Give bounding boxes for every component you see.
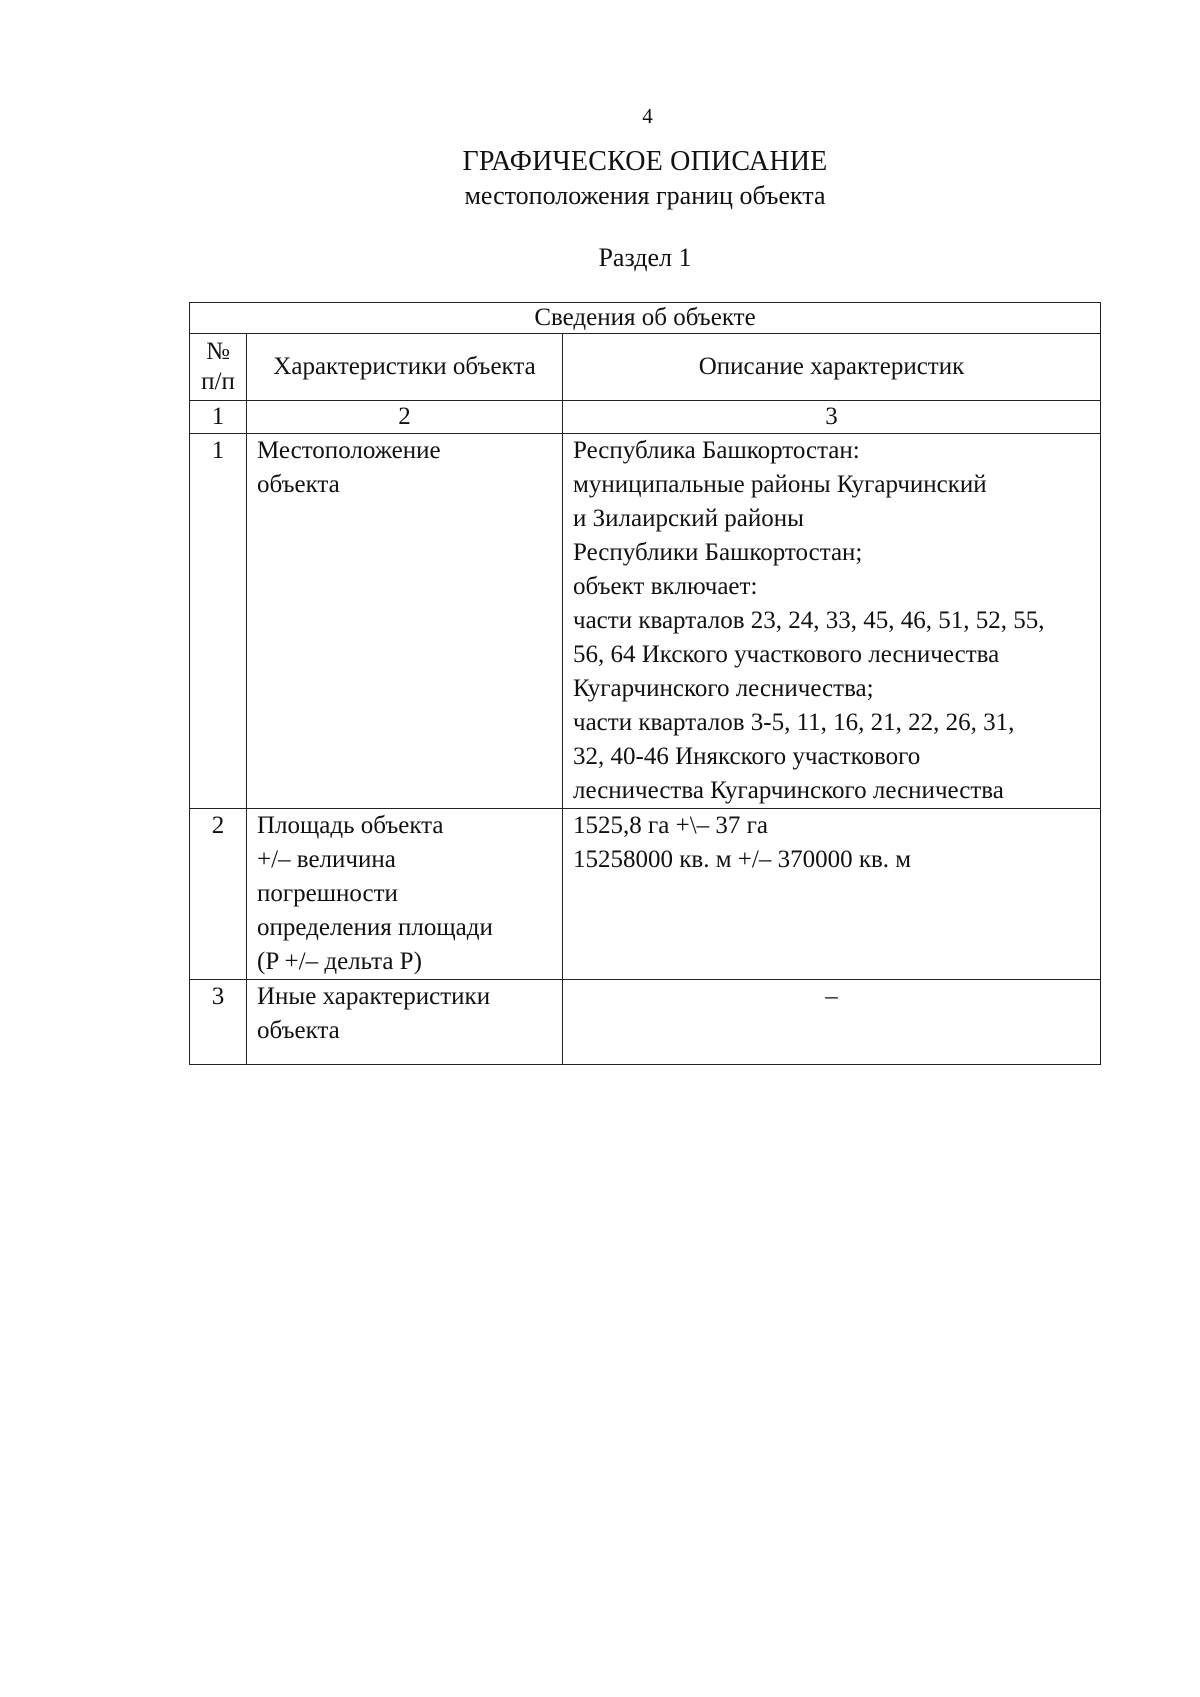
text-line: объекта — [257, 471, 340, 498]
text-line: и Зилаирский районы — [573, 505, 804, 532]
text-line: 15258000 кв. м +/– 370000 кв. м — [573, 846, 912, 873]
row-description — [563, 434, 1101, 809]
row-characteristic — [247, 980, 563, 1065]
text-line: лесничества Кугарчинского лесничества — [573, 777, 1004, 804]
text-line: Площадь объекта — [257, 812, 444, 839]
table-caption-row — [190, 303, 1101, 334]
text-line: Иные характеристики — [257, 983, 491, 1010]
row-number: 3 — [190, 980, 247, 1065]
text-line: Республики Башкортостан; — [573, 539, 863, 566]
table-row — [190, 809, 1101, 980]
text-line: погрешности — [257, 880, 398, 907]
column-index: 2 — [247, 401, 563, 434]
text-line: части кварталов 3-5, 11, 16, 21, 22, 26, 31, — [573, 709, 1015, 736]
text-line: 56, 64 Икского участкового лесничества — [573, 641, 1000, 668]
empty-value-dash: – — [825, 983, 838, 1010]
document-title: ГРАФИЧЕСКОЕ ОПИСАНИЕ — [462, 146, 828, 177]
text-line: Кугарчинского лесничества; — [573, 675, 874, 702]
text-line: муниципальные районы Кугарчинский — [573, 471, 987, 498]
column-header-number — [190, 334, 247, 401]
text-line: 32, 40-46 Инякского участкового — [573, 743, 921, 770]
text-line: 1525,8 га +\– 37 га — [573, 812, 768, 839]
text-line: объект включает: — [573, 573, 758, 600]
table-row — [190, 434, 1101, 809]
page-number: 4 — [642, 104, 653, 128]
row-description — [563, 809, 1101, 980]
table-header-row — [190, 334, 1101, 401]
column-index: 1 — [190, 401, 247, 434]
section-label: Раздел 1 — [598, 243, 692, 272]
number-abbrev: п/п — [201, 368, 235, 395]
text-line: объекта — [257, 1017, 340, 1044]
text-line: части кварталов 23, 24, 33, 45, 46, 51, 52, 55, — [573, 607, 1045, 634]
text-line: Республика Башкортостан: — [573, 437, 860, 464]
text-line: Местоположение — [257, 437, 441, 464]
row-number: 2 — [190, 809, 247, 980]
column-header-description: Описание характеристик — [563, 334, 1101, 401]
object-info-table — [189, 302, 1101, 1065]
column-header-characteristic: Характеристики объекта — [247, 334, 563, 401]
document-subtitle: местоположения границ объекта — [464, 181, 826, 210]
row-description — [563, 980, 1101, 1065]
number-sign: № — [206, 338, 230, 365]
row-characteristic — [247, 434, 563, 809]
row-number: 1 — [190, 434, 247, 809]
column-index: 3 — [563, 401, 1101, 434]
table-caption: Сведения об объекте — [190, 303, 1101, 334]
text-line: (P +/– дельта P) — [257, 948, 422, 975]
table-row — [190, 980, 1101, 1065]
row-characteristic — [247, 809, 563, 980]
text-line: +/– величина — [257, 846, 396, 873]
column-index-row — [190, 401, 1101, 434]
text-line: определения площади — [257, 914, 493, 941]
